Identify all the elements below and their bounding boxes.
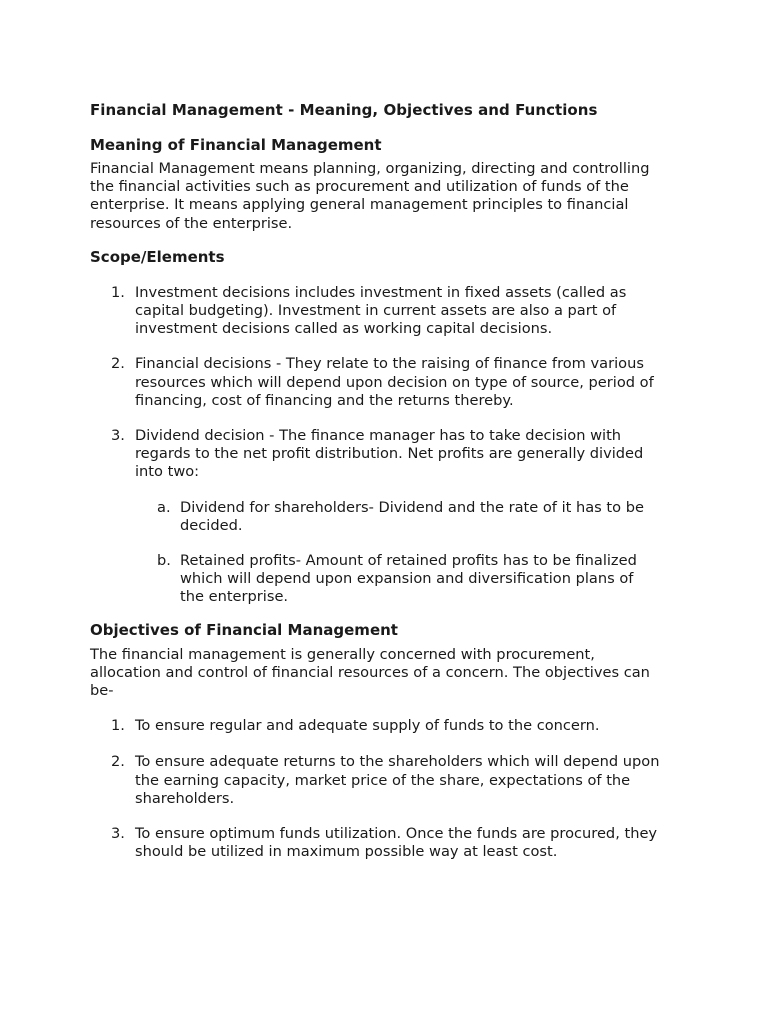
- dividend-sublist-item: [90, 552, 690, 607]
- item-line: Retained profits- Amount of retained profits has to be finalized: [180, 552, 637, 570]
- meaning-paragraph: [90, 160, 690, 233]
- item-line: Financial decisions - They relate to the raising of finance from various: [135, 355, 644, 373]
- meaning-line: the financial activities such as procurement and utilization of funds of the: [90, 178, 629, 196]
- objectives-list-item: [90, 717, 690, 735]
- document-page: [90, 101, 690, 861]
- item-line: should be utilized in maximum possible way at least cost.: [135, 843, 558, 861]
- scope-heading: Scope/Elements: [90, 247, 225, 266]
- list-marker: 1.: [111, 283, 125, 301]
- objectives-list-item: [90, 825, 690, 861]
- meaning-line: enterprise. It means applying general management principles to financial: [90, 196, 629, 214]
- intro-line: allocation and control of financial resources of a concern. The objectives can: [90, 663, 650, 681]
- scope-list: [90, 284, 690, 482]
- dividend-sublist: [90, 499, 690, 607]
- list-marker: 1.: [111, 717, 125, 735]
- item-line: Dividend decision - The finance manager has to take decision with: [135, 427, 622, 445]
- item-line: Investment decisions includes investment in fixed assets (called as: [135, 283, 627, 301]
- item-line: decided.: [180, 516, 243, 534]
- objectives-list: [90, 717, 690, 861]
- list-marker: 2.: [111, 753, 125, 771]
- scope-list-item: [90, 355, 690, 410]
- item-line: into two:: [135, 463, 200, 481]
- item-line: financing, cost of financing and the returns thereby.: [135, 391, 514, 409]
- item-line: resources which will depend upon decision on type of source, period of: [135, 373, 654, 391]
- intro-line: be-: [90, 682, 114, 700]
- dividend-sublist-item: [90, 499, 690, 535]
- scope-list-item: [90, 284, 690, 339]
- objectives-heading: Objectives of Financial Management: [90, 620, 398, 639]
- meaning-line: resources of the enterprise.: [90, 214, 293, 232]
- item-line: To ensure regular and adequate supply of funds to the concern.: [135, 717, 600, 735]
- document-title: Financial Management - Meaning, Objectives and Functions: [90, 101, 598, 119]
- intro-line: The financial management is generally concerned with procurement,: [90, 645, 595, 663]
- objectives-list-item: [90, 753, 690, 808]
- item-line: regards to the net profit distribution. Net profits are generally divided: [135, 445, 644, 463]
- list-marker: b.: [157, 552, 171, 570]
- scope-list-item: [90, 427, 690, 482]
- objectives-intro: [90, 646, 690, 701]
- item-line: the enterprise.: [180, 588, 289, 606]
- list-marker: a.: [157, 498, 171, 516]
- item-line: the earning capacity, market price of the share, expectations of the: [135, 771, 631, 789]
- item-line: To ensure adequate returns to the shareholders which will depend upon: [135, 753, 660, 771]
- item-line: which will depend upon expansion and diversification plans of: [180, 570, 634, 588]
- list-marker: 3.: [111, 427, 125, 445]
- item-line: investment decisions called as working capital decisions.: [135, 320, 553, 338]
- list-marker: 2.: [111, 355, 125, 373]
- item-line: To ensure optimum funds utilization. Once the funds are procured, they: [135, 825, 658, 843]
- meaning-line: Financial Management means planning, organizing, directing and controlling: [90, 160, 650, 177]
- item-line: capital budgeting). Investment in current assets are also a part of: [135, 302, 617, 320]
- list-marker: 3.: [111, 825, 125, 843]
- item-line: shareholders.: [135, 789, 235, 807]
- item-line: Dividend for shareholders- Dividend and the rate of it has to be: [180, 498, 644, 516]
- meaning-heading: Meaning of Financial Management: [90, 136, 382, 154]
